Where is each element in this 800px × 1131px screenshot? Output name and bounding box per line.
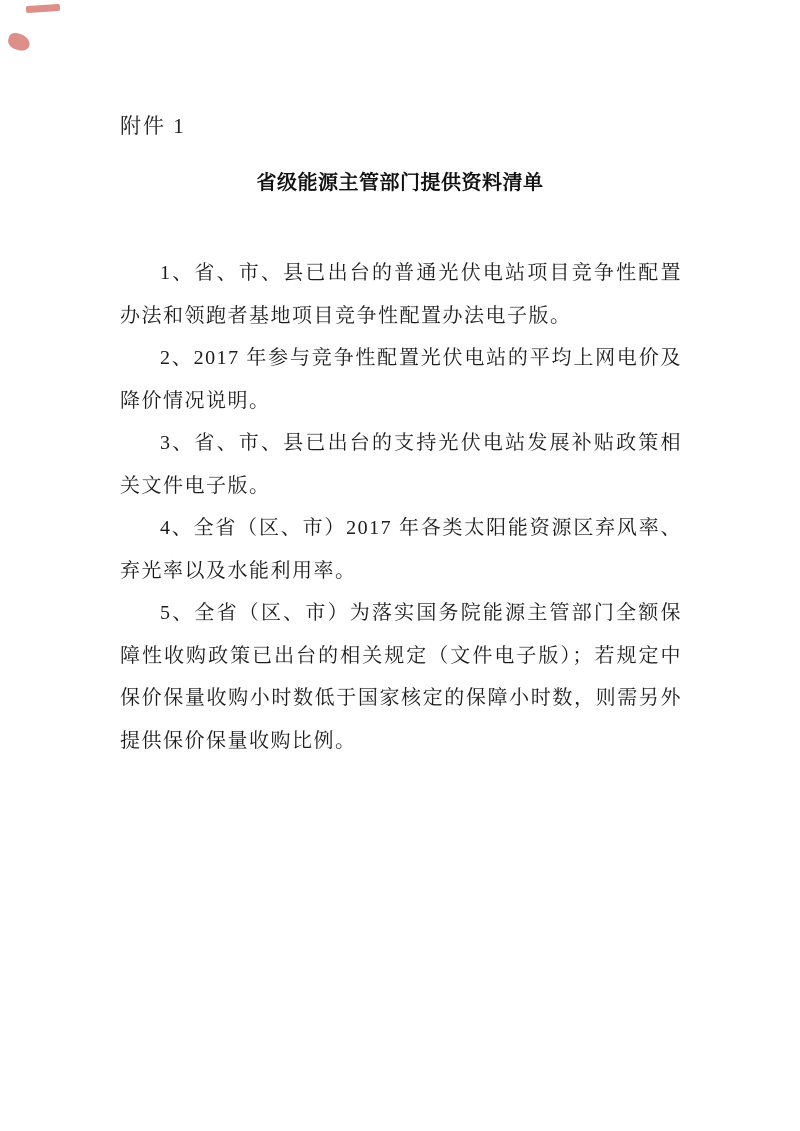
list-item-1: 1、省、市、县已出台的普通光伏电站项目竞争性配置办法和领跑者基地项目竞争性配置办法电子版。 [120, 262, 682, 327]
attachment-label: 附件 1 [120, 114, 186, 138]
list-item-4: 4、全省（区、市）2017 年各类太阳能资源区弃风率、弃光率以及水能利用率。 [120, 517, 682, 582]
document-body [120, 252, 682, 762]
list-item-5: 5、全省（区、市）为落实国务院能源主管部门全额保障性收购政策已出台的相关规定（文件电子版）；若规定中保价保量收购小时数低于国家核定的保障小时数，则需另外提供保价保量收购比例。 [120, 602, 682, 752]
list-item-3: 3、省、市、县已出台的支持光伏电站发展补贴政策相关文件电子版。 [120, 432, 682, 497]
red-pen-mark [26, 4, 60, 13]
list-item-2: 2、2017 年参与竞争性配置光伏电站的平均上网电价及降价情况说明。 [120, 347, 682, 412]
red-pen-mark [6, 31, 32, 53]
document-title: 省级能源主管部门提供资料清单 [256, 172, 544, 194]
